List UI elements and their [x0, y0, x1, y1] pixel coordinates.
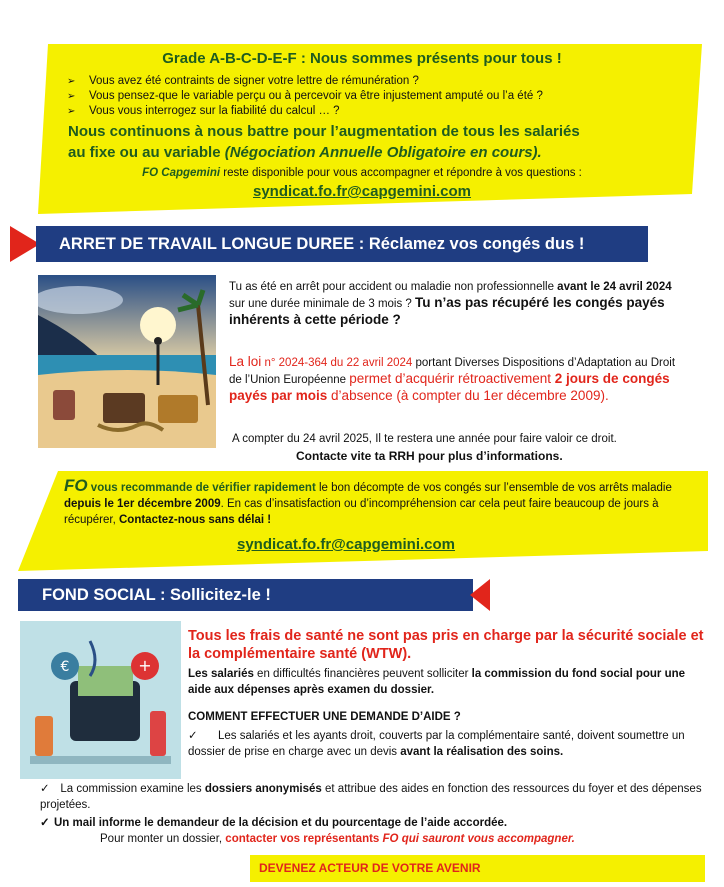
section-header-social-fund: FOND SOCIAL : Sollicitez-le !	[18, 579, 473, 611]
banner-main-statement: Nous continuons à nous battre pour l’augmentation de tous les salariés au fixe ou au variable (Négociation Annuelle Obligatoire en cours).	[68, 123, 580, 161]
list-item: ✓ Les salariés et les ayants droit, couverts par la complémentaire santé, doivent soumettre un dossier de prise en charge avec un devis avant la réalisation des soins.	[188, 730, 685, 758]
contact-rrh-text: Contacte vite ta RRH pour plus d’informations.	[296, 449, 563, 463]
checkmark-icon: ✓	[40, 783, 50, 795]
law-paragraph: La loi n° 2024-364 du 22 avril 2024 portant Diverses Dispositions d’Adaptation au Droit de l’Union Européenne permet d’acquérir rétroactivement 2 jours de congés payés par mois d’absence (à compter du 1er décembre 2009).	[229, 354, 676, 403]
arrow-bullet-icon: ➢	[67, 76, 76, 87]
recommendation-text: FO vous recommande de vérifier rapidement le bon décompte de vos congés sur l’ensemble de vos arrêts maladie depuis le 1er décembre 2009. En cas d’insatisfaction ou d’incompréhension car cela peut faire beaucoup de jours à récupérer, Contactez-nous sans délai !	[64, 476, 672, 526]
question-list	[67, 74, 543, 119]
checkmark-icon: ✓	[188, 730, 198, 742]
svg-text:+: +	[138, 656, 152, 675]
list-item: ✓ Un mail informe le demandeur de la décision et du pourcentage de l’aide accordée.	[40, 817, 508, 829]
deadline-paragraph: A compter du 24 avril 2025, Il te restera une année pour faire valoir ce droit.	[232, 433, 617, 445]
dossier-contact-text: Pour monter un dossier, contacter vos représentants FO qui sauront vous accompagner.	[100, 833, 575, 845]
how-to-heading: COMMENT EFFECTUER UNE DEMANDE D’AIDE ?	[188, 711, 461, 723]
health-costs-headline: Tous les frais de santé ne sont pas pris en charge par la sécurité sociale et la complémentaire santé (WTW).	[188, 628, 704, 662]
email-link[interactable]: syndicat.fo.fr@capgemini.com	[237, 536, 456, 553]
svg-text:€: €	[60, 659, 70, 675]
beach-illustration	[38, 275, 216, 448]
section-header-sick-leave: ARRET DE TRAVAIL LONGUE DUREE : Réclamez vos congés dus !	[36, 226, 648, 262]
arrow-bullet-icon: ➢	[67, 91, 76, 102]
arrow-bullet-icon: ➢	[67, 106, 76, 117]
social-fund-paragraph: Les salariés en difficultés financières peuvent solliciter la commission du fond social pour une aide aux dépenses après examen du dossier.	[188, 668, 686, 696]
list-item: ➢ Vous avez été contraints de signer votre lettre de rémunération ?	[67, 75, 419, 87]
list-item: ✓ La commission examine les dossiers anonymisés et attribue des aides en fonction des ressources du foyer et des dépenses projetées.	[40, 783, 702, 811]
email-link[interactable]: syndicat.fo.fr@capgemini.com	[252, 183, 471, 200]
red-arrow-icon	[470, 579, 490, 611]
banner-title: Grade A-B-C-D-E-F : Nous sommes présents pour tous !	[162, 50, 562, 67]
checkmark-icon: ✓	[40, 817, 50, 829]
footer-slogan: DEVENEZ ACTEUR DE VOTRE AVENIR	[250, 855, 705, 882]
banner-contact-text: FO Capgemini reste disponible pour vous accompagner et répondre à vos questions :	[142, 167, 582, 179]
healthcare-illustration	[20, 621, 181, 779]
list-item: ➢ Vous vous interrogez sur la fiabilité du calcul … ?	[67, 105, 340, 117]
eligibility-paragraph: Tu as été en arrêt pour accident ou maladie non professionnelle avant le 24 avril 2024 sur une durée minimale de 3 mois ? Tu n’as pas récupéré les congés payés inhérents à cette période ?	[229, 281, 672, 327]
list-item: ➢ Vous pensez-que le variable perçu ou à percevoir va être injustement amputé ou l’a été ?	[67, 90, 543, 102]
